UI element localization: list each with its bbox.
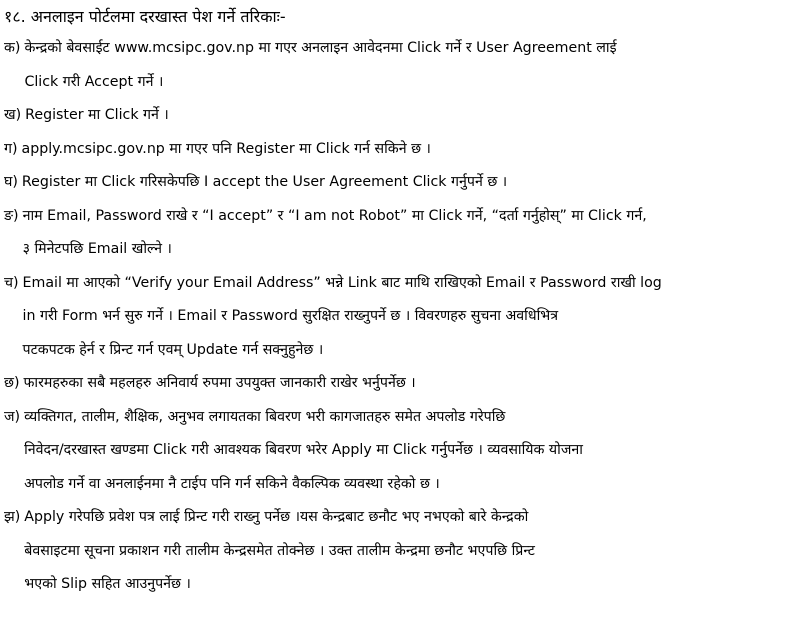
item-marker: घ) [4,174,18,190]
item-text-line: केन्द्रको बेवसाईट www.mcsipc.gov.np मा गएर अनलाइन आवेदनमा Click गर्ने र User Agreement लाई [24,40,617,56]
item-marker: च) [4,274,19,291]
instruction-item [4,401,806,502]
item-text-line: फारमहरुका सबै महलहरु अनिवार्य रुपमा उपयुक्त जानकारी राखेर भर्नुपर्नेछ । [23,375,416,391]
item-text-line: Register मा Click गर्ने । [25,107,169,123]
item-text [23,267,806,368]
item-text-line: बेवसाइटमा सूचना प्रकाशन गरी तालीम केन्द्रसमेत तोक्नेछ । उक्त तालीम केन्द्रमा छनौट भएपछि प्रिन्ट [24,542,535,559]
section-heading: १८. अनलाइन पोर्टलमा दरखास्त पेश गर्ने तरिकाः- [4,7,286,26]
instruction-item [4,133,806,167]
item-text-line: भएको Slip सहित आउनुपर्नेछ । [24,576,191,592]
item-marker: ङ) [4,207,19,224]
item-text-line: Register मा Click गरिसकेपछि I accept the User Agreement Click गर्नुपर्ने छ । [21,174,508,190]
instruction-item [4,32,806,99]
item-text-line: Apply गरेपछि प्रवेश पत्र लाई प्रिन्ट गरी राख्नु पर्नेछ ।यस केन्द्रबाट छनौट भए नभएको बारे केन्द्रको [24,509,529,525]
item-text-line: in गरी Form भर्न सुरु गर्ने । Email र Password सुरक्षित राख्नुपर्ने छ । विवरणहरु सुचना अवधिभित्र [22,308,559,324]
item-marker: ग) [4,140,18,157]
instruction-item [4,501,806,602]
item-text-line: ३ मिनेटपछि Email खोल्ने । [22,241,172,257]
item-marker: झ) [4,509,21,525]
item-text-line: Click गरी Accept गर्ने । [24,73,164,90]
instruction-item [4,99,806,133]
item-marker: छ) [4,375,20,391]
item-text [25,99,806,133]
item-text-line: पटकपटक हेर्न र प्रिन्ट गर्न एवम् Update गर्न सक्नुहुनेछ । [22,341,324,358]
item-text [24,501,806,602]
item-marker: ज) [4,408,21,425]
item-text-line: apply.mcsipc.gov.np मा गएर पनि Register मा Click गर्न सकिने छ । [21,140,431,157]
instruction-item [4,267,806,368]
item-text-line: नाम Email, Password राखे र “I accept” र “I am not Robot” मा Click गर्ने, “दर्ता गर्नुहोस्” मा Click गर्न, [22,207,647,224]
instruction-item [4,200,806,267]
item-marker: क) [4,40,21,56]
instruction-item [4,166,806,200]
item-marker: ख) [4,107,22,123]
item-text [23,200,806,267]
item-text [22,133,806,167]
instruction-list [4,32,806,602]
item-text-line: व्यक्तिगत, तालीम, शैक्षिक, अनुभव लगायतका बिवरण भरी कागजातहरु समेत अपलोड गरेपछि [24,408,506,425]
item-text-line: निवेदन/दरखास्त खण्डमा Click गरी आवश्यक बिवरण भरेर Apply मा Click गर्नुपर्नेछ । व्यवसायिक योजना [24,442,583,458]
instruction-item [4,367,806,401]
item-text [23,367,806,401]
item-text-line: Email मा आएको “Verify your Email Address” भन्ने Link बाट माथि राखिएको Email र Password राखी log [22,274,662,291]
item-text [24,401,806,502]
item-text [24,32,806,99]
item-text-line: अपलोड गर्ने वा अनलाईनमा नै टाईप पनि गर्न सकिने वैकल्पिक व्यवस्था रहेको छ । [24,475,440,492]
item-text [22,166,806,200]
